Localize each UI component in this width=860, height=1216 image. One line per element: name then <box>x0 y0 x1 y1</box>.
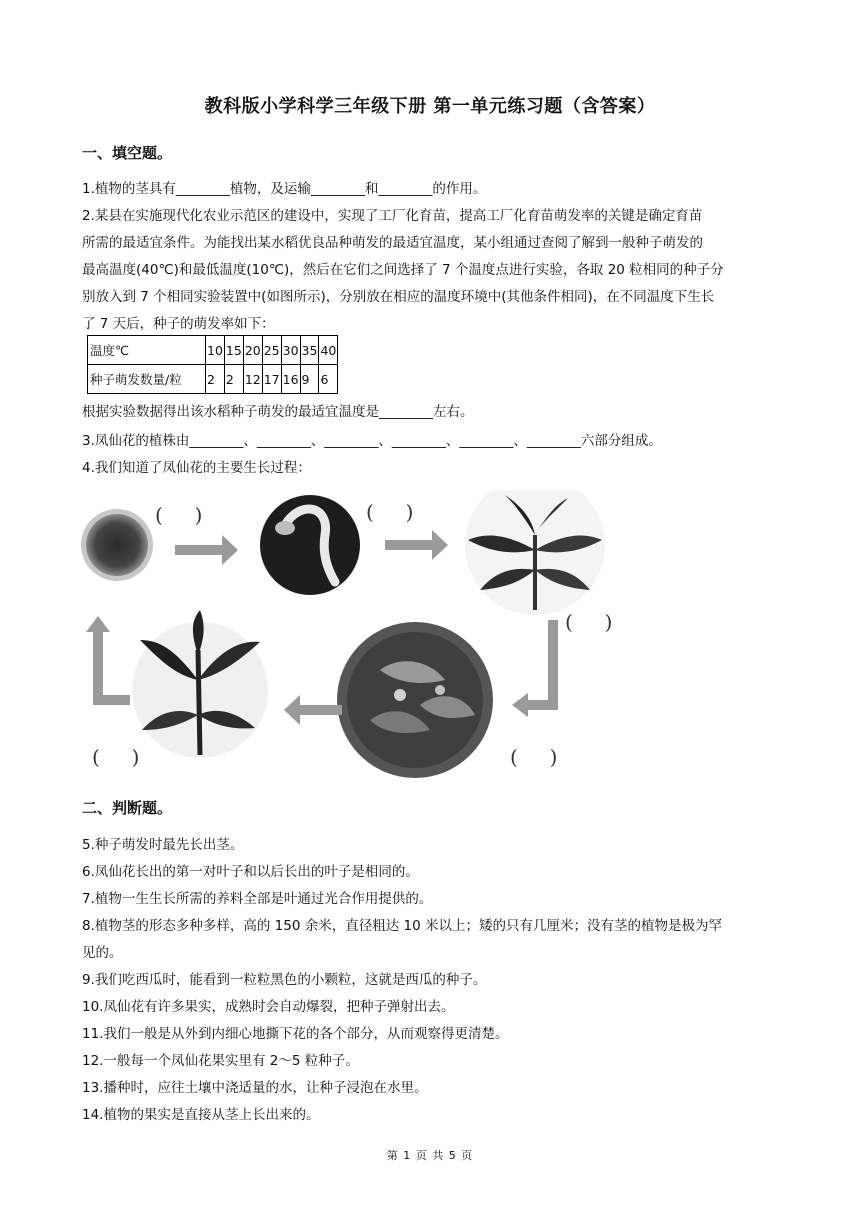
arrow-right-icon <box>385 530 448 560</box>
table-cell: 9 <box>300 365 319 394</box>
answer-blank[interactable]: ( ) <box>565 610 613 634</box>
question-14: 14.植物的果实是直接从茎上长出来的。 <box>82 1107 320 1123</box>
table-cell: 2 <box>206 365 225 394</box>
fruiting-plant-image <box>132 610 268 758</box>
table-cell: 16 <box>281 365 300 394</box>
flowering-plant-image <box>337 622 493 778</box>
table-row <box>88 336 338 365</box>
arrow-down-icon <box>512 620 553 717</box>
question-5: 5.种子萌发时最先长出茎。 <box>82 837 244 853</box>
question-2-line-1: 2.某县在实施现代化农业示范区的建设中，实现了工厂化育苗，提高工厂化育苗萌发率的关键是确定育苗 <box>82 208 703 224</box>
table-cell: 2 <box>224 365 243 394</box>
question-3: 3.凤仙花的植株由________、________、________、________、________、________六部分组成。 <box>82 433 662 449</box>
question-2-line-3: 最高温度(40℃)和最低温度(10℃)，然后在它们之间选择了 7 个温度点进行实验，各取 20 粒相同的种子分 <box>82 262 724 278</box>
seed-image <box>81 509 153 581</box>
table-cell: 17 <box>262 365 281 394</box>
question-6: 6.凤仙花长出的第一对叶子和以后长出的叶子是相同的。 <box>82 864 419 880</box>
table-cell: 10 <box>206 336 225 365</box>
question-8-line-1: 8.植物茎的形态多种多样，高的 150 余米，直径粗达 10 米以上；矮的只有几厘米；没有茎的植物是极为罕 <box>82 918 722 934</box>
question-10: 10.凤仙花有许多果实，成熟时会自动爆裂，把种子弹射出去。 <box>82 999 455 1015</box>
sprout-image <box>260 495 360 595</box>
table-header-temperature: 温度℃ <box>88 336 206 365</box>
question-13: 13.播种时，应往土壤中浇适量的水，让种子浸泡在水里。 <box>82 1080 428 1096</box>
question-12: 12.一般每一个凤仙花果实里有 2～5 粒种子。 <box>82 1053 359 1069</box>
question-7: 7.植物一生生长所需的养料全部是叶通过光合作用提供的。 <box>82 891 433 907</box>
table-cell: 6 <box>319 365 338 394</box>
germination-table <box>87 335 338 394</box>
growth-cycle-diagram <box>80 490 640 780</box>
section-heading-fill-blank: 一、填空题。 <box>82 144 173 162</box>
table-cell: 30 <box>281 336 300 365</box>
table-cell: 40 <box>319 336 338 365</box>
question-4: 4.我们知道了凤仙花的主要生长过程： <box>82 460 311 476</box>
table-cell: 15 <box>224 336 243 365</box>
arrow-right-icon <box>175 535 238 565</box>
question-2-line-4: 别放入到 7 个相同实验装置中(如图所示)，分别放在相应的温度环境中(其他条件相同)，在不同温度下生长 <box>82 289 715 305</box>
question-11: 11.我们一般是从外到内细心地撕下花的各个部分，从而观察得更清楚。 <box>82 1026 509 1042</box>
question-8-line-2: 见的。 <box>82 945 123 961</box>
question-2-conclusion: 根据实验数据得出该水稻种子萌发的最适宜温度是________左右。 <box>82 404 474 420</box>
table-header-seed-count: 种子萌发数量/粒 <box>88 365 206 394</box>
question-2-line-2: 所需的最适宜条件。为能找出某水稻优良品种萌发的最适宜温度，某小组通过查阅了解到一般种子萌发的 <box>82 235 703 251</box>
question-1: 1.植物的茎具有________植物，及运输________和________的作用。 <box>82 181 487 197</box>
answer-blank[interactable]: ( ) <box>92 745 140 769</box>
question-9: 9.我们吃西瓜时，能看到一粒粒黑色的小颗粒，这就是西瓜的种子。 <box>82 972 487 988</box>
table-row <box>88 365 338 394</box>
table-cell: 25 <box>262 336 281 365</box>
arrow-up-icon <box>86 616 130 700</box>
page-footer: 第 1 页 共 5 页 <box>386 1149 474 1162</box>
table-cell: 35 <box>300 336 319 365</box>
seedling-image <box>465 490 605 615</box>
table-cell: 12 <box>243 365 262 394</box>
document-title: 教科版小学科学三年级下册 第一单元练习题（含答案） <box>204 96 656 117</box>
answer-blank[interactable]: ( ) <box>155 503 203 527</box>
table-cell: 20 <box>243 336 262 365</box>
answer-blank[interactable]: ( ) <box>366 500 414 524</box>
section-heading-true-false: 二、判断题。 <box>82 799 173 817</box>
question-2-line-5: 了 7 天后，种子的萌发率如下： <box>82 316 275 332</box>
arrow-left-icon <box>284 695 342 725</box>
answer-blank[interactable]: ( ) <box>510 745 558 769</box>
